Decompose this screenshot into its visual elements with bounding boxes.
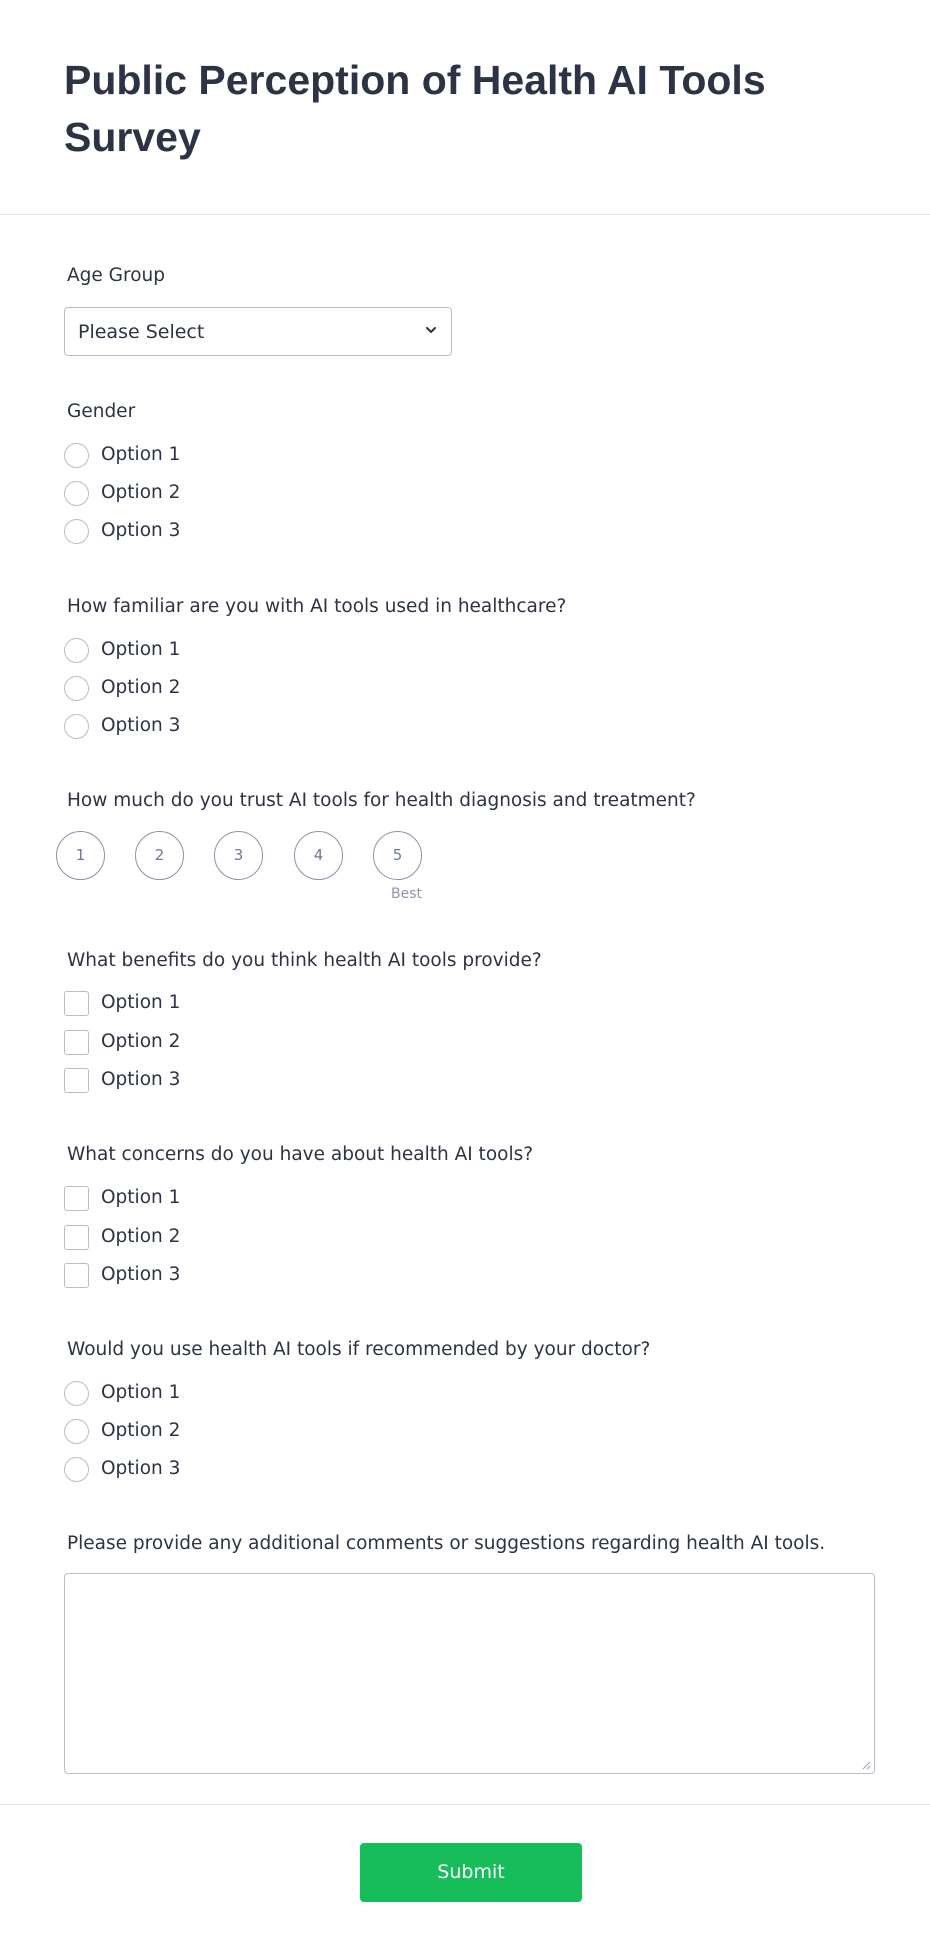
page-title: Public Perception of Health AI Tools Survey [64,57,766,160]
resize-grip-icon[interactable] [862,1761,871,1770]
option-label: Option 1 [101,639,181,660]
comments-label: Please provide any additional comments or suggestions regarding health AI tools. [67,1533,826,1554]
option-label: Option 2 [101,1031,181,1052]
rating-3[interactable]: 3 [214,831,263,880]
checkbox[interactable] [64,1263,89,1288]
submit-button[interactable]: Submit [360,1843,582,1902]
option-label: Option 2 [101,482,181,503]
option-label: Option 1 [101,992,181,1013]
radio-button[interactable] [64,1419,89,1444]
radio-button[interactable] [64,676,89,701]
chevron-down-icon [423,322,439,338]
option-label: Option 3 [101,715,181,736]
checkbox[interactable] [64,1030,89,1055]
option-label: Option 3 [101,1458,181,1479]
concerns-label: What concerns do you have about health AI tools? [67,1144,534,1165]
benefits-label: What benefits do you think health AI tools provide? [67,950,542,971]
radio-button[interactable] [64,1381,89,1406]
rating-2[interactable]: 2 [135,831,184,880]
comments-textarea[interactable] [64,1573,875,1774]
checkbox[interactable] [64,1186,89,1211]
familiarity-label: How familiar are you with AI tools used in healthcare? [67,596,567,617]
gender-label: Gender [67,401,136,422]
doctor-option-2[interactable] [64,1419,364,1445]
age-group-label: Age Group [67,265,165,286]
option-label: Option 3 [101,1264,181,1285]
option-label: Option 2 [101,1420,181,1441]
checkbox[interactable] [64,1068,89,1093]
radio-button[interactable] [64,481,89,506]
form-header [0,0,930,215]
option-label: Option 1 [101,1187,181,1208]
doctor-option-3[interactable] [64,1457,364,1483]
rating-4[interactable]: 4 [294,831,343,880]
option-label: Option 3 [101,520,181,541]
familiarity-option-1[interactable] [64,638,364,664]
concerns-option-2[interactable] [64,1225,364,1251]
radio-button[interactable] [64,714,89,739]
option-label: Option 1 [101,444,181,465]
checkbox[interactable] [64,1225,89,1250]
familiarity-option-2[interactable] [64,676,364,702]
familiarity-option-3[interactable] [64,714,364,740]
gender-option-1[interactable] [64,443,364,469]
age-group-select-value: Please Select [78,321,205,343]
option-label: Option 2 [101,1226,181,1247]
rating-1[interactable]: 1 [56,831,105,880]
age-group-select[interactable] [64,307,452,356]
option-label: Option 3 [101,1069,181,1090]
rating-5[interactable]: 5 [373,831,422,880]
gender-option-2[interactable] [64,481,364,507]
option-label: Option 2 [101,677,181,698]
radio-button[interactable] [64,638,89,663]
gender-option-3[interactable] [64,519,364,545]
rating-best-label: Best [391,886,423,902]
radio-button[interactable] [64,1457,89,1482]
concerns-option-3[interactable] [64,1263,364,1289]
doctor-recommendation-label: Would you use health AI tools if recommended by your doctor? [67,1339,651,1360]
trust-label: How much do you trust AI tools for health diagnosis and treatment? [67,790,696,811]
concerns-option-1[interactable] [64,1186,364,1212]
radio-button[interactable] [64,443,89,468]
option-label: Option 1 [101,1382,181,1403]
benefits-option-2[interactable] [64,1030,364,1056]
radio-button[interactable] [64,519,89,544]
checkbox[interactable] [64,991,89,1016]
benefits-option-1[interactable] [64,991,364,1017]
doctor-option-1[interactable] [64,1381,364,1407]
benefits-option-3[interactable] [64,1068,364,1094]
